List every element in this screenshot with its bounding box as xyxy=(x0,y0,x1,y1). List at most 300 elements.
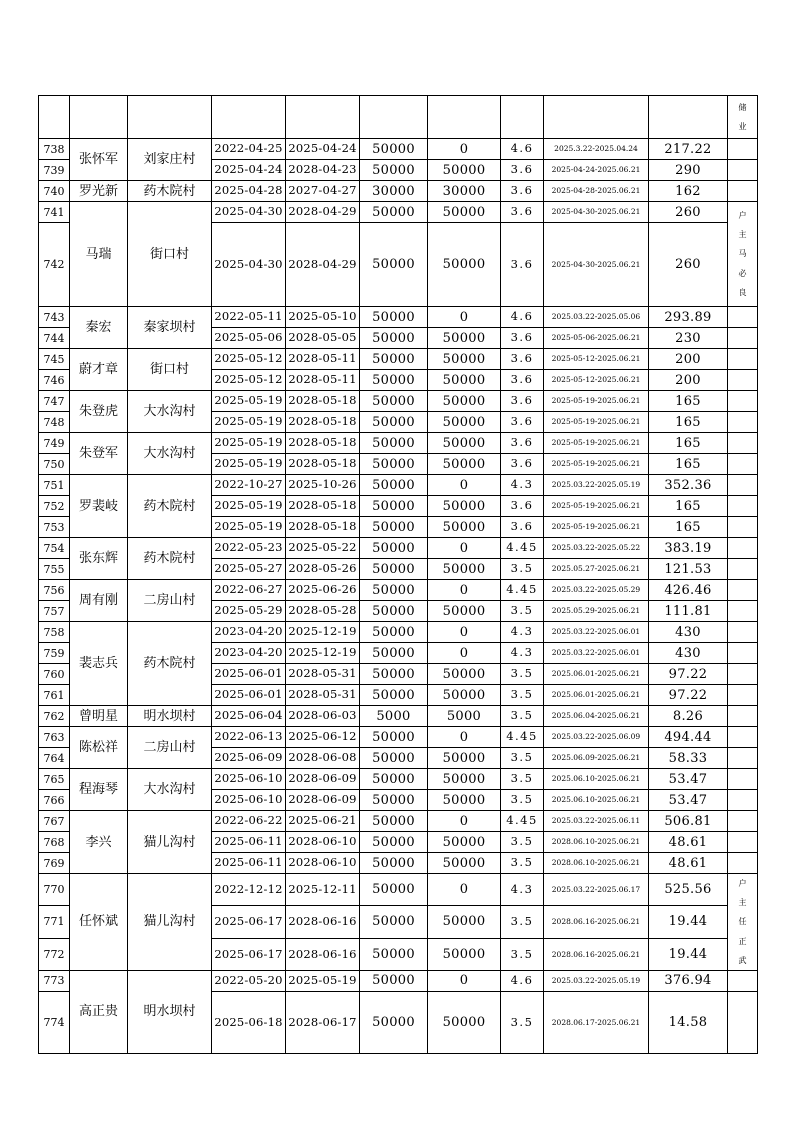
loan-start-date: 2022-12-12 xyxy=(212,874,286,906)
village-name: 大水沟村 xyxy=(128,433,212,475)
loan-start-date: 2025-04-30 xyxy=(212,223,286,307)
interest-amount: 97.22 xyxy=(649,685,728,706)
interest-amount: 165 xyxy=(649,391,728,412)
loan-end-date: 2025-05-22 xyxy=(286,538,360,559)
interest-rate: 3.5 xyxy=(501,706,544,727)
table-row xyxy=(39,811,758,832)
interest-rate: 3.5 xyxy=(501,685,544,706)
remark-char: 正 xyxy=(738,936,747,946)
interest-amount: 430 xyxy=(649,643,728,664)
interest-period: 2025.06.09-2025.06.21 xyxy=(544,748,649,769)
row-number: 744 xyxy=(39,328,70,349)
interest-period: 2025.05.27-2025.06.21 xyxy=(544,559,649,580)
interest-period: 2028.06.17-2025.06.21 xyxy=(544,991,649,1053)
table-row xyxy=(39,874,758,906)
loan-end-date: 2028-06-16 xyxy=(286,906,360,938)
interest-period: 2025.05.29-2025.06.21 xyxy=(544,601,649,622)
loan-amount: 50000 xyxy=(360,559,428,580)
loan-balance: 30000 xyxy=(428,181,501,202)
loan-start-date: 2025-06-04 xyxy=(212,706,286,727)
borrower-name: 罗裴岐 xyxy=(70,475,128,538)
borrower-name: 秦宏 xyxy=(70,307,128,349)
table-row xyxy=(39,433,758,454)
table-row xyxy=(39,139,758,160)
interest-rate: 3.5 xyxy=(501,832,544,853)
remark-cell xyxy=(728,643,758,664)
remark-char: 良 xyxy=(738,287,747,297)
loan-start-date: 2022-04-25 xyxy=(212,139,286,160)
loan-start-date: 2025-04-28 xyxy=(212,181,286,202)
loan-amount: 50000 xyxy=(360,853,428,874)
borrower-name: 蔚才章 xyxy=(70,349,128,391)
interest-rate: 3.5 xyxy=(501,601,544,622)
loan-end-date: 2025-06-26 xyxy=(286,580,360,601)
interest-amount: 165 xyxy=(649,433,728,454)
loan-amount: 50000 xyxy=(360,601,428,622)
header-note-char: 储 xyxy=(738,102,747,112)
interest-rate: 3.5 xyxy=(501,938,544,970)
village-name: 猫儿沟村 xyxy=(128,874,212,971)
loan-end-date: 2028-05-18 xyxy=(286,412,360,433)
table-row xyxy=(39,391,758,412)
interest-rate: 4.45 xyxy=(501,580,544,601)
row-number: 773 xyxy=(39,970,70,991)
interest-rate: 3.5 xyxy=(501,790,544,811)
interest-rate: 3.6 xyxy=(501,202,544,223)
interest-rate: 3.6 xyxy=(501,412,544,433)
interest-rate: 3.5 xyxy=(501,906,544,938)
loan-balance: 0 xyxy=(428,643,501,664)
village-name: 药木院村 xyxy=(128,475,212,538)
interest-period: 2025.3.22-2025.04.24 xyxy=(544,139,649,160)
interest-amount: 506.81 xyxy=(649,811,728,832)
row-number: 740 xyxy=(39,181,70,202)
interest-amount: 14.58 xyxy=(649,991,728,1053)
village-name: 明水坝村 xyxy=(128,706,212,727)
village-name: 大水沟村 xyxy=(128,769,212,811)
borrower-name: 任怀斌 xyxy=(70,874,128,971)
table-row xyxy=(39,970,758,991)
loan-end-date: 2028-06-17 xyxy=(286,991,360,1053)
interest-amount: 230 xyxy=(649,328,728,349)
loan-balance: 50000 xyxy=(428,832,501,853)
interest-rate: 3.6 xyxy=(501,349,544,370)
row-number: 769 xyxy=(39,853,70,874)
remark-cell xyxy=(728,559,758,580)
row-number: 756 xyxy=(39,580,70,601)
interest-rate: 3.6 xyxy=(501,454,544,475)
row-number: 760 xyxy=(39,664,70,685)
loan-amount: 50000 xyxy=(360,727,428,748)
loan-end-date: 2028-05-31 xyxy=(286,664,360,685)
interest-period: 2025-05-19-2025.06.21 xyxy=(544,517,649,538)
borrower-name: 张怀军 xyxy=(70,139,128,181)
loan-amount: 50000 xyxy=(360,370,428,391)
borrower-name: 张东辉 xyxy=(70,538,128,580)
row-number: 741 xyxy=(39,202,70,223)
borrower-name: 程海琴 xyxy=(70,769,128,811)
loan-start-date: 2023-04-20 xyxy=(212,622,286,643)
loan-start-date: 2022-06-22 xyxy=(212,811,286,832)
interest-period: 2028.06.16-2025.06.21 xyxy=(544,906,649,938)
table-row xyxy=(39,769,758,790)
interest-rate: 3.5 xyxy=(501,664,544,685)
loan-start-date: 2022-05-20 xyxy=(212,970,286,991)
interest-period: 2025-05-19-2025.06.21 xyxy=(544,412,649,433)
loan-start-date: 2025-06-18 xyxy=(212,991,286,1053)
loan-end-date: 2025-05-19 xyxy=(286,970,360,991)
row-number: 762 xyxy=(39,706,70,727)
remark-char: 必 xyxy=(738,268,747,278)
loan-start-date: 2025-05-19 xyxy=(212,412,286,433)
loan-end-date: 2028-05-18 xyxy=(286,454,360,475)
remark-cell xyxy=(728,748,758,769)
loan-balance: 50000 xyxy=(428,517,501,538)
interest-period: 2025.03.22-2025.06.09 xyxy=(544,727,649,748)
interest-amount: 8.26 xyxy=(649,706,728,727)
interest-rate: 3.6 xyxy=(501,496,544,517)
table-row xyxy=(39,349,758,370)
interest-rate: 3.5 xyxy=(501,748,544,769)
loan-balance: 0 xyxy=(428,475,501,496)
interest-amount: 217.22 xyxy=(649,139,728,160)
village-name: 街口村 xyxy=(128,349,212,391)
row-number: 747 xyxy=(39,391,70,412)
interest-period: 2025-05-06-2025.06.21 xyxy=(544,328,649,349)
remark-char: 主 xyxy=(738,898,747,908)
loan-amount: 50000 xyxy=(360,391,428,412)
remark-cell xyxy=(728,202,758,307)
remark-cell xyxy=(728,349,758,370)
loan-end-date: 2028-05-31 xyxy=(286,685,360,706)
remark-cell xyxy=(728,832,758,853)
loan-amount: 30000 xyxy=(360,181,428,202)
loan-end-date: 2028-05-11 xyxy=(286,349,360,370)
loan-end-date: 2028-05-26 xyxy=(286,559,360,580)
loan-balance: 50000 xyxy=(428,685,501,706)
loan-amount: 50000 xyxy=(360,412,428,433)
loan-end-date: 2028-05-05 xyxy=(286,328,360,349)
loan-start-date: 2022-10-27 xyxy=(212,475,286,496)
row-number: 758 xyxy=(39,622,70,643)
loan-amount: 50000 xyxy=(360,811,428,832)
loan-end-date: 2028-06-09 xyxy=(286,790,360,811)
table-row xyxy=(39,202,758,223)
remark-char: 任 xyxy=(738,917,747,927)
row-number: 757 xyxy=(39,601,70,622)
village-name: 刘家庄村 xyxy=(128,139,212,181)
row-number: 748 xyxy=(39,412,70,433)
loan-end-date: 2028-06-16 xyxy=(286,938,360,970)
interest-rate: 4.6 xyxy=(501,139,544,160)
interest-amount: 200 xyxy=(649,370,728,391)
interest-rate: 3.6 xyxy=(501,391,544,412)
row-number: 751 xyxy=(39,475,70,496)
interest-rate: 3.6 xyxy=(501,517,544,538)
row-number: 763 xyxy=(39,727,70,748)
loan-balance: 0 xyxy=(428,139,501,160)
loan-balance: 0 xyxy=(428,874,501,906)
row-number: 767 xyxy=(39,811,70,832)
interest-period: 2025-05-19-2025.06.21 xyxy=(544,496,649,517)
loan-end-date: 2025-04-24 xyxy=(286,139,360,160)
loan-end-date: 2028-06-08 xyxy=(286,748,360,769)
interest-amount: 165 xyxy=(649,496,728,517)
loan-end-date: 2028-05-18 xyxy=(286,517,360,538)
interest-amount: 376.94 xyxy=(649,970,728,991)
interest-amount: 260 xyxy=(649,202,728,223)
remark-cell xyxy=(728,391,758,412)
borrower-name: 朱登军 xyxy=(70,433,128,475)
loan-balance: 0 xyxy=(428,580,501,601)
interest-amount: 494.44 xyxy=(649,727,728,748)
remark-cell xyxy=(728,454,758,475)
interest-amount: 48.61 xyxy=(649,853,728,874)
loan-balance: 0 xyxy=(428,727,501,748)
interest-period: 2025.06.01-2025.06.21 xyxy=(544,664,649,685)
loan-balance: 50000 xyxy=(428,433,501,454)
interest-rate: 3.6 xyxy=(501,160,544,181)
loan-amount: 50000 xyxy=(360,790,428,811)
village-name: 街口村 xyxy=(128,202,212,307)
loan-amount: 50000 xyxy=(360,223,428,307)
interest-amount: 165 xyxy=(649,412,728,433)
interest-period: 2025-05-12-2025.06.21 xyxy=(544,370,649,391)
loan-balance: 50000 xyxy=(428,601,501,622)
remark-cell xyxy=(728,328,758,349)
remark-cell xyxy=(728,139,758,160)
remark-char: 马 xyxy=(738,249,747,259)
loan-end-date: 2028-05-28 xyxy=(286,601,360,622)
loan-amount: 50000 xyxy=(360,906,428,938)
village-name: 二房山村 xyxy=(128,727,212,769)
interest-period: 2025.03.22-2025.06.01 xyxy=(544,622,649,643)
loan-end-date: 2028-05-18 xyxy=(286,496,360,517)
loan-amount: 50000 xyxy=(360,970,428,991)
remark-cell xyxy=(728,622,758,643)
interest-amount: 200 xyxy=(649,349,728,370)
row-number: 768 xyxy=(39,832,70,853)
loan-amount: 50000 xyxy=(360,580,428,601)
interest-rate: 4.3 xyxy=(501,475,544,496)
interest-period: 2025.03.22-2025.05.22 xyxy=(544,538,649,559)
loan-amount: 50000 xyxy=(360,139,428,160)
loan-amount: 50000 xyxy=(360,433,428,454)
row-number: 772 xyxy=(39,938,70,970)
row-number: 753 xyxy=(39,517,70,538)
borrower-name: 高正贵 xyxy=(70,970,128,1053)
interest-amount: 352.36 xyxy=(649,475,728,496)
loan-balance: 50000 xyxy=(428,370,501,391)
table-row xyxy=(39,307,758,328)
interest-rate: 4.3 xyxy=(501,874,544,906)
remark-cell xyxy=(728,475,758,496)
interest-period: 2025.06.01-2025.06.21 xyxy=(544,685,649,706)
loan-balance: 0 xyxy=(428,538,501,559)
interest-rate: 3.5 xyxy=(501,991,544,1053)
loan-end-date: 2028-05-11 xyxy=(286,370,360,391)
loan-start-date: 2025-04-30 xyxy=(212,202,286,223)
loan-amount: 50000 xyxy=(360,622,428,643)
remark-cell xyxy=(728,970,758,991)
loan-end-date: 2027-04-27 xyxy=(286,181,360,202)
borrower-name: 李兴 xyxy=(70,811,128,874)
loan-end-date: 2028-06-03 xyxy=(286,706,360,727)
loan-amount: 50000 xyxy=(360,643,428,664)
loan-balance: 50000 xyxy=(428,853,501,874)
row-number: 746 xyxy=(39,370,70,391)
village-name: 二房山村 xyxy=(128,580,212,622)
interest-amount: 525.56 xyxy=(649,874,728,906)
remark-cell xyxy=(728,538,758,559)
loan-balance: 50000 xyxy=(428,454,501,475)
loan-amount: 50000 xyxy=(360,874,428,906)
remark-cell xyxy=(728,685,758,706)
loan-balance: 0 xyxy=(428,622,501,643)
table-row xyxy=(39,622,758,643)
interest-period: 2025.03.22-2025.05.29 xyxy=(544,580,649,601)
remark-cell xyxy=(728,727,758,748)
interest-amount: 430 xyxy=(649,622,728,643)
interest-amount: 53.47 xyxy=(649,790,728,811)
interest-rate: 3.5 xyxy=(501,559,544,580)
row-number: 770 xyxy=(39,874,70,906)
loan-start-date: 2025-06-11 xyxy=(212,853,286,874)
table-row xyxy=(39,706,758,727)
loan-end-date: 2025-06-21 xyxy=(286,811,360,832)
row-number: 764 xyxy=(39,748,70,769)
table-row xyxy=(39,181,758,202)
interest-amount: 293.89 xyxy=(649,307,728,328)
village-name: 秦家坝村 xyxy=(128,307,212,349)
remark-cell xyxy=(728,853,758,874)
loan-balance: 50000 xyxy=(428,991,501,1053)
interest-period: 2025-05-19-2025.06.21 xyxy=(544,433,649,454)
interest-amount: 290 xyxy=(649,160,728,181)
interest-period: 2025-04-30-2025.06.21 xyxy=(544,223,649,307)
interest-amount: 165 xyxy=(649,517,728,538)
row-number: 750 xyxy=(39,454,70,475)
loan-start-date: 2025-05-29 xyxy=(212,601,286,622)
loan-end-date: 2025-12-11 xyxy=(286,874,360,906)
header-note-cell xyxy=(728,96,758,139)
remark-cell xyxy=(728,496,758,517)
loan-balance: 50000 xyxy=(428,664,501,685)
loan-balance: 50000 xyxy=(428,391,501,412)
loan-balance: 50000 xyxy=(428,328,501,349)
table-row xyxy=(39,475,758,496)
row-number: 774 xyxy=(39,991,70,1053)
loan-balance: 50000 xyxy=(428,223,501,307)
loan-amount: 50000 xyxy=(360,454,428,475)
loan-amount: 50000 xyxy=(360,160,428,181)
loan-amount: 50000 xyxy=(360,328,428,349)
row-number: 745 xyxy=(39,349,70,370)
loan-balance: 50000 xyxy=(428,202,501,223)
loan-balance: 0 xyxy=(428,970,501,991)
interest-rate: 3.6 xyxy=(501,223,544,307)
interest-amount: 162 xyxy=(649,181,728,202)
loan-balance: 50000 xyxy=(428,559,501,580)
remark-cell xyxy=(728,601,758,622)
loan-end-date: 2028-05-18 xyxy=(286,391,360,412)
loan-amount: 50000 xyxy=(360,769,428,790)
interest-amount: 165 xyxy=(649,454,728,475)
loan-end-date: 2028-06-09 xyxy=(286,769,360,790)
loan-end-date: 2025-10-26 xyxy=(286,475,360,496)
interest-amount: 111.81 xyxy=(649,601,728,622)
loan-start-date: 2025-05-19 xyxy=(212,454,286,475)
interest-rate: 3.6 xyxy=(501,328,544,349)
loan-start-date: 2022-05-11 xyxy=(212,307,286,328)
interest-amount: 58.33 xyxy=(649,748,728,769)
village-name: 明水坝村 xyxy=(128,970,212,1053)
loan-start-date: 2025-05-06 xyxy=(212,328,286,349)
interest-period: 2025.03.22-2025.06.01 xyxy=(544,643,649,664)
loan-end-date: 2025-05-10 xyxy=(286,307,360,328)
interest-amount: 426.46 xyxy=(649,580,728,601)
loan-start-date: 2025-06-17 xyxy=(212,906,286,938)
loan-balance: 50000 xyxy=(428,748,501,769)
loan-end-date: 2028-04-29 xyxy=(286,202,360,223)
loan-start-date: 2025-05-19 xyxy=(212,391,286,412)
loan-amount: 50000 xyxy=(360,991,428,1053)
loan-start-date: 2022-05-23 xyxy=(212,538,286,559)
row-number: 766 xyxy=(39,790,70,811)
remark-cell xyxy=(728,769,758,790)
remark-cell xyxy=(728,790,758,811)
loan-balance: 5000 xyxy=(428,706,501,727)
loan-amount: 50000 xyxy=(360,685,428,706)
header-row xyxy=(39,96,758,139)
loan-start-date: 2025-06-10 xyxy=(212,769,286,790)
borrower-name: 周有刚 xyxy=(70,580,128,622)
interest-period: 2025-04-24-2025.06.21 xyxy=(544,160,649,181)
village-name: 猫儿沟村 xyxy=(128,811,212,874)
interest-rate: 4.3 xyxy=(501,622,544,643)
interest-period: 2025.03.22-2025.05.06 xyxy=(544,307,649,328)
loan-amount: 50000 xyxy=(360,517,428,538)
loan-amount: 50000 xyxy=(360,664,428,685)
loan-amount: 50000 xyxy=(360,538,428,559)
interest-rate: 4.45 xyxy=(501,727,544,748)
table-row xyxy=(39,727,758,748)
remark-cell xyxy=(728,160,758,181)
interest-amount: 121.53 xyxy=(649,559,728,580)
remark-cell xyxy=(728,991,758,1053)
remark-cell xyxy=(728,433,758,454)
interest-rate: 4.6 xyxy=(501,307,544,328)
interest-period: 2025-05-19-2025.06.21 xyxy=(544,391,649,412)
loan-balance: 50000 xyxy=(428,496,501,517)
loan-amount: 50000 xyxy=(360,307,428,328)
interest-rate: 4.45 xyxy=(501,811,544,832)
interest-rate: 3.6 xyxy=(501,370,544,391)
remark-cell xyxy=(728,307,758,328)
remark-cell xyxy=(728,811,758,832)
interest-period: 2025.03.22-2025.06.11 xyxy=(544,811,649,832)
loan-balance: 0 xyxy=(428,307,501,328)
interest-period: 2025.06.04-2025.06.21 xyxy=(544,706,649,727)
table-row xyxy=(39,580,758,601)
row-number: 771 xyxy=(39,906,70,938)
interest-rate: 4.3 xyxy=(501,643,544,664)
loan-balance: 50000 xyxy=(428,906,501,938)
loan-amount: 50000 xyxy=(360,832,428,853)
remark-char: 户 xyxy=(738,879,747,888)
loan-start-date: 2025-05-19 xyxy=(212,517,286,538)
loan-end-date: 2028-06-10 xyxy=(286,832,360,853)
